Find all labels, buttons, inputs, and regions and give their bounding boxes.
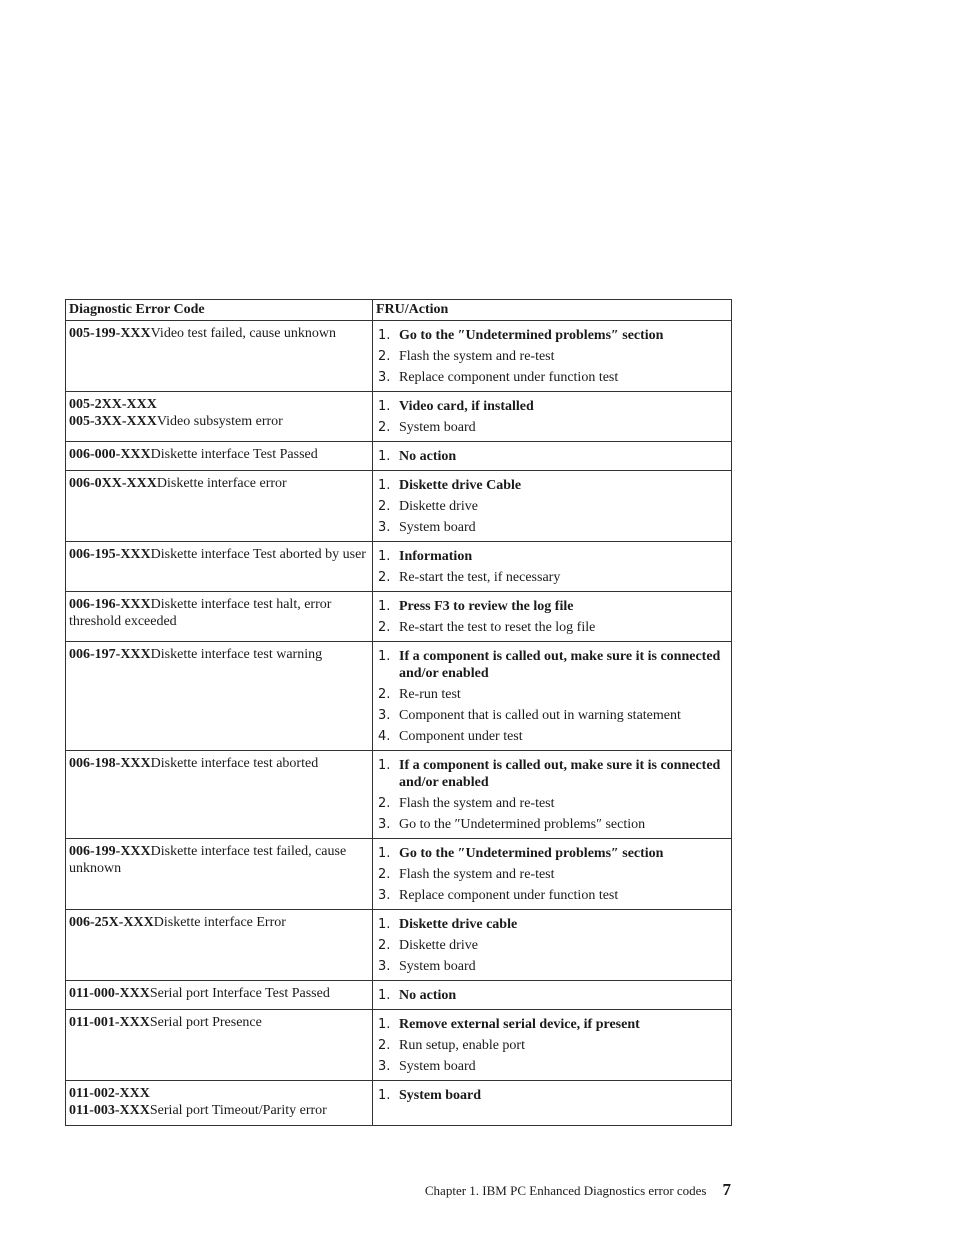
error-code-line — [69, 546, 369, 563]
table-row — [66, 542, 732, 592]
header-fru-action: FRU/Action — [373, 300, 732, 321]
action-item — [376, 707, 728, 724]
table-row — [66, 910, 732, 981]
action-text: Re-start the test to reset the log file — [399, 620, 596, 635]
error-code: 011-002-XXX — [69, 1086, 150, 1101]
action-number: 2. — [378, 938, 391, 953]
action-number: 1. — [378, 988, 391, 1003]
action-item — [376, 348, 728, 365]
action-number: 3. — [378, 370, 391, 385]
table-row — [66, 839, 732, 910]
action-text: Diskette drive — [399, 499, 478, 514]
error-code: 006-25X-XXX — [69, 915, 154, 930]
error-code-cell — [66, 910, 373, 981]
action-item — [376, 1087, 728, 1104]
action-number: 3. — [378, 888, 391, 903]
action-number: 2. — [378, 349, 391, 364]
action-number: 3. — [378, 708, 391, 723]
action-item — [376, 757, 728, 791]
fru-action-cell — [373, 910, 732, 981]
error-code: 006-199-XXX — [69, 844, 151, 859]
error-description: Diskette interface test warning — [150, 647, 323, 662]
action-number: 2. — [378, 620, 391, 635]
action-list — [376, 1016, 728, 1075]
action-number: 2. — [378, 1038, 391, 1053]
action-number: 2. — [378, 687, 391, 702]
action-number: 1. — [378, 549, 391, 564]
table-row — [66, 1010, 732, 1081]
action-number: 1. — [378, 399, 391, 414]
fru-action-cell — [373, 981, 732, 1010]
error-description: Diskette interface error — [156, 476, 287, 491]
error-code-cell — [66, 839, 373, 910]
table-row — [66, 471, 732, 542]
action-item — [376, 327, 728, 344]
fru-action-cell — [373, 542, 732, 592]
error-code-cell — [66, 542, 373, 592]
error-code-line — [69, 596, 369, 630]
action-text: Information — [399, 549, 473, 564]
error-description: Video subsystem error — [156, 414, 283, 429]
action-item — [376, 845, 728, 862]
action-number: 3. — [378, 520, 391, 535]
action-list — [376, 916, 728, 975]
action-text: Component that is called out in warning statement — [399, 708, 681, 723]
error-code: 006-198-XXX — [69, 756, 151, 771]
action-number: 1. — [378, 599, 391, 614]
fru-action-cell — [373, 839, 732, 910]
action-list — [376, 987, 728, 1004]
page-number: 7 — [722, 1180, 731, 1199]
error-description: Diskette interface Error — [153, 915, 286, 930]
action-item — [376, 916, 728, 933]
table-row — [66, 642, 732, 751]
action-text: Diskette drive Cable — [399, 478, 522, 493]
action-text: Go to the ″Undetermined problems″ section — [399, 817, 646, 832]
action-item — [376, 1058, 728, 1075]
error-description: Diskette interface test aborted — [150, 756, 319, 771]
fru-action-cell — [373, 592, 732, 642]
action-number: 2. — [378, 570, 391, 585]
error-description: Diskette interface test halt, error threshold exceeded — [69, 597, 332, 629]
page-footer — [425, 1180, 731, 1200]
error-code-line — [69, 396, 369, 413]
action-text: Diskette drive cable — [399, 917, 518, 932]
action-text: No action — [399, 449, 457, 464]
error-code-cell — [66, 471, 373, 542]
action-list — [376, 648, 728, 745]
action-item — [376, 686, 728, 703]
fru-action-cell — [373, 1010, 732, 1081]
action-item — [376, 795, 728, 812]
fru-action-cell — [373, 751, 732, 839]
error-code-line — [69, 413, 369, 430]
error-description: Serial port Presence — [149, 1015, 262, 1030]
action-text: Go to the ″Undetermined problems″ section — [399, 328, 664, 343]
action-list — [376, 598, 728, 636]
fru-action-cell — [373, 1081, 732, 1126]
action-text: Go to the ″Undetermined problems″ section — [399, 846, 664, 861]
error-code: 006-000-XXX — [69, 447, 151, 462]
action-item — [376, 369, 728, 386]
error-code: 006-197-XXX — [69, 647, 151, 662]
error-code-cell — [66, 642, 373, 751]
table-row — [66, 1081, 732, 1126]
table-row — [66, 981, 732, 1010]
action-list — [376, 398, 728, 436]
error-code: 011-003-XXX — [69, 1103, 150, 1118]
error-description: Diskette interface test failed, cause unknown — [69, 844, 347, 876]
error-code-cell — [66, 1081, 373, 1126]
action-number: 2. — [378, 420, 391, 435]
error-code-cell — [66, 981, 373, 1010]
error-code: 005-3XX-XXX — [69, 414, 157, 429]
chapter-title: Chapter 1. IBM PC Enhanced Diagnostics error codes — [424, 1183, 707, 1198]
action-number: 1. — [378, 1017, 391, 1032]
error-code-line — [69, 914, 369, 931]
action-number: 3. — [378, 1059, 391, 1074]
error-code-cell — [66, 392, 373, 442]
action-item — [376, 619, 728, 636]
action-number: 1. — [378, 917, 391, 932]
action-text: Component under test — [399, 729, 523, 744]
table-row — [66, 592, 732, 642]
error-code-line — [69, 475, 369, 492]
action-text: Remove external serial device, if present — [399, 1017, 640, 1032]
action-list — [376, 845, 728, 904]
action-number: 2. — [378, 499, 391, 514]
action-item — [376, 728, 728, 745]
action-number: 2. — [378, 867, 391, 882]
action-item — [376, 887, 728, 904]
error-code-cell — [66, 321, 373, 392]
error-code-cell — [66, 1010, 373, 1081]
error-description: Serial port Interface Test Passed — [149, 986, 330, 1001]
action-list — [376, 477, 728, 536]
error-description: Diskette interface Test Passed — [150, 447, 318, 462]
action-text: Replace component under function test — [399, 370, 619, 385]
action-text: System board — [399, 959, 476, 974]
action-item — [376, 598, 728, 615]
fru-action-cell — [373, 392, 732, 442]
action-number: 1. — [378, 649, 391, 664]
action-item — [376, 987, 728, 1004]
action-list — [376, 448, 728, 465]
action-number: 1. — [378, 846, 391, 861]
action-text: Video card, if installed — [399, 399, 534, 414]
fru-action-cell — [373, 642, 732, 751]
action-number: 1. — [378, 478, 391, 493]
action-item — [376, 1016, 728, 1033]
table-row — [66, 321, 732, 392]
error-code-line — [69, 755, 369, 772]
error-code-cell — [66, 751, 373, 839]
error-code-cell — [66, 592, 373, 642]
error-code: 006-196-XXX — [69, 597, 151, 612]
table-row — [66, 392, 732, 442]
action-item — [376, 398, 728, 415]
action-number: 1. — [378, 328, 391, 343]
action-text: Press F3 to review the log file — [399, 599, 574, 614]
error-code-line — [69, 843, 369, 877]
action-text: Diskette drive — [399, 938, 478, 953]
action-number: 3. — [378, 959, 391, 974]
action-text: Re-start the test, if necessary — [399, 570, 561, 585]
action-number: 4. — [378, 729, 391, 744]
error-description: Video test failed, cause unknown — [150, 326, 337, 341]
error-code: 011-000-XXX — [69, 986, 150, 1001]
table-row — [66, 442, 732, 471]
error-description: Diskette interface Test aborted by user — [150, 547, 366, 562]
action-item — [376, 419, 728, 436]
action-number: 2. — [378, 796, 391, 811]
action-list — [376, 1087, 728, 1104]
fru-action-cell — [373, 471, 732, 542]
action-text: Flash the system and re-test — [399, 349, 555, 364]
action-item — [376, 816, 728, 833]
action-item — [376, 937, 728, 954]
error-code: 006-0XX-XXX — [69, 476, 157, 491]
action-item — [376, 648, 728, 682]
action-item — [376, 569, 728, 586]
action-item — [376, 866, 728, 883]
error-code-cell — [66, 442, 373, 471]
action-item — [376, 498, 728, 515]
error-code: 006-195-XXX — [69, 547, 151, 562]
action-text: Flash the system and re-test — [399, 867, 555, 882]
action-text: If a component is called out, make sure it is connected and/or enabled — [399, 649, 721, 681]
table-header-row — [66, 300, 732, 321]
error-code: 011-001-XXX — [69, 1015, 150, 1030]
action-number: 1. — [378, 449, 391, 464]
action-number: 3. — [378, 817, 391, 832]
error-code-line — [69, 325, 369, 342]
action-text: No action — [399, 988, 457, 1003]
error-code: 005-199-XXX — [69, 326, 151, 341]
action-number: 1. — [378, 1088, 391, 1103]
action-text: Flash the system and re-test — [399, 796, 555, 811]
error-code-line — [69, 446, 369, 463]
error-description: Serial port Timeout/Parity error — [149, 1103, 327, 1118]
action-item — [376, 448, 728, 465]
error-code-line — [69, 1102, 369, 1119]
action-text: System board — [399, 1088, 482, 1103]
error-code-line — [69, 1085, 369, 1102]
diagnostic-error-table — [65, 299, 732, 1126]
fru-action-cell — [373, 442, 732, 471]
action-text: System board — [399, 420, 476, 435]
action-item — [376, 519, 728, 536]
error-code: 005-2XX-XXX — [69, 397, 157, 412]
action-list — [376, 757, 728, 833]
action-number: 1. — [378, 758, 391, 773]
table-row — [66, 751, 732, 839]
action-text: Replace component under function test — [399, 888, 619, 903]
action-text: Re-run test — [399, 687, 461, 702]
action-list — [376, 548, 728, 586]
action-item — [376, 477, 728, 494]
fru-action-cell — [373, 321, 732, 392]
action-item — [376, 958, 728, 975]
action-item — [376, 548, 728, 565]
action-list — [376, 327, 728, 386]
error-code-line — [69, 646, 369, 663]
error-code-line — [69, 985, 369, 1002]
action-text: Run setup, enable port — [399, 1038, 525, 1053]
error-code-line — [69, 1014, 369, 1031]
header-diagnostic-error-code: Diagnostic Error Code — [66, 300, 373, 321]
action-text: System board — [399, 520, 476, 535]
action-item — [376, 1037, 728, 1054]
action-text: System board — [399, 1059, 476, 1074]
action-text: If a component is called out, make sure it is connected and/or enabled — [399, 758, 721, 790]
